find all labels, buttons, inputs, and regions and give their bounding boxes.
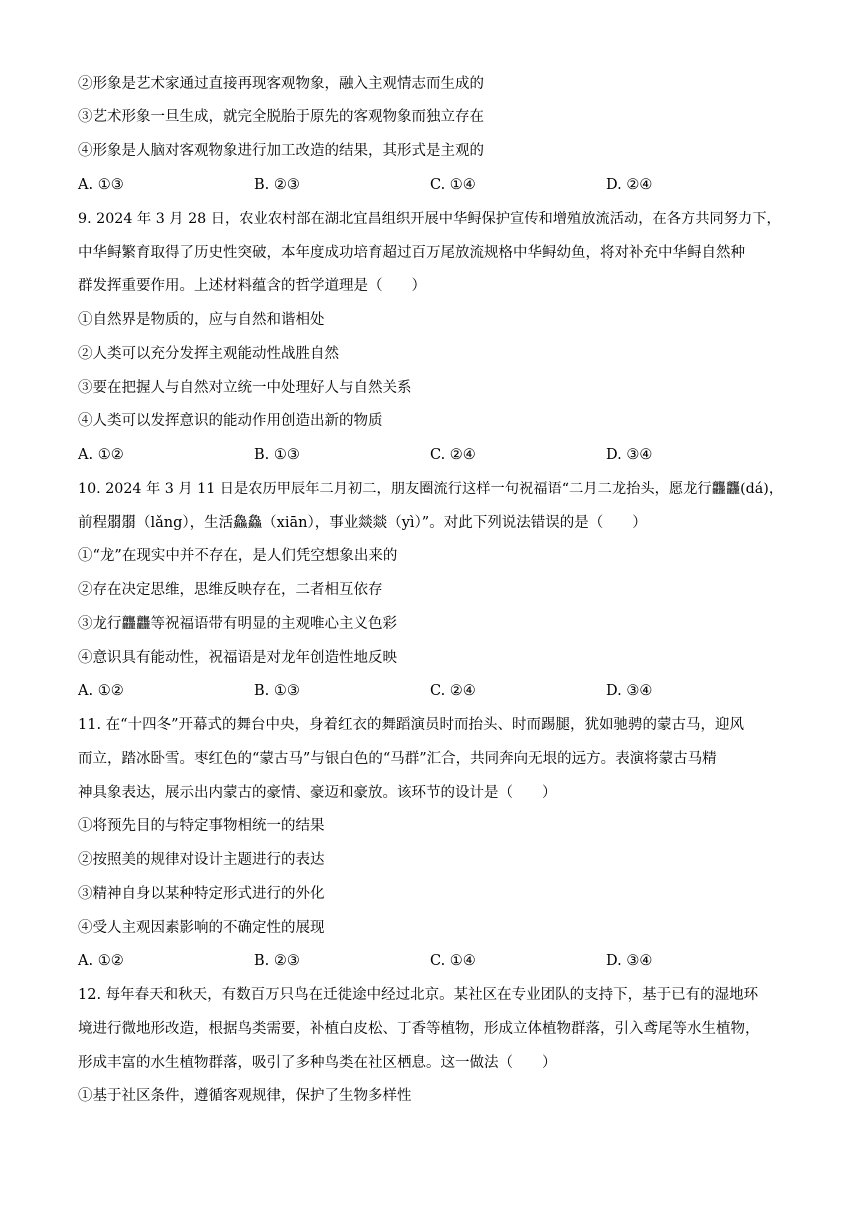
q10-option-a: A. ①② <box>78 683 124 699</box>
q11-item-1: ①将预先目的与特定事物相统一的结果 <box>78 818 325 834</box>
q11-stem-line-1: 11. 在“十四冬”开幕式的舞台中央，身着红衣的舞蹈演员时而抬头、时而踢腿，犹如驰骋的蒙古马，迎风 <box>78 717 744 733</box>
q9-stem-line-3: 群发挥重要作用。上述材料蕴含的哲学道理是（ ） <box>78 278 426 294</box>
q12-item-1: ①基于社区条件，遵循客观规律，保护了生物多样性 <box>78 1088 412 1104</box>
q10-item-4: ④意识具有能动性，祝福语是对龙年创造性地反映 <box>78 650 397 666</box>
q11-item-3: ③精神自身以某种特定形式进行的外化 <box>78 886 325 902</box>
q11-option-c: C. ①④ <box>430 953 476 969</box>
q12-stem-line-3: 形成丰富的水生植物群落，吸引了多种鸟类在社区栖息。这一做法（ ） <box>78 1055 557 1071</box>
q10-stem-line-2: 前程朤朤（lǎng），生活鱻鱻（xiān），事业燚燚（yì）”。对此下列说法错误的是（ ） <box>78 515 647 531</box>
q11-stem-line-3: 神具象表达，展示出内蒙古的豪情、豪迈和豪放。该环节的设计是（ ） <box>78 785 557 801</box>
q9-item-1: ①自然界是物质的，应与自然和谐相处 <box>78 312 325 328</box>
q10-item-1: ①“龙”在现实中并不存在，是人们凭空想象出来的 <box>78 548 398 564</box>
q10-option-c: C. ②④ <box>430 683 476 699</box>
q11-option-a: A. ①② <box>78 953 124 969</box>
q11-stem-line-2: 而立，踏冰卧雪。枣红色的“蒙古马”与银白色的“马群”汇合，共同奔向无垠的远方。表演将蒙古马精 <box>78 751 717 767</box>
q11-item-4: ④受人主观因素影响的不确定性的展现 <box>78 920 325 936</box>
intro-option-d: D. ②④ <box>606 177 653 193</box>
intro-option-c: C. ①④ <box>430 177 476 193</box>
q12-stem-line-2: 境进行微地形改造，根据鸟类需要，补植白皮松、丁香等植物，形成立体植物群落，引入鸢尾等水生植物， <box>78 1021 760 1037</box>
q9-option-a: A. ①② <box>78 447 124 463</box>
q10-option-b: B. ①③ <box>254 683 300 699</box>
intro-option-b: B. ②③ <box>254 177 300 193</box>
q9-option-c: C. ②④ <box>430 447 476 463</box>
q11-item-2: ②按照美的规律对设计主题进行的表达 <box>78 852 325 868</box>
intro-item-2: ②形象是艺术家通过直接再现客观物象，融入主观情志而生成的 <box>78 76 484 92</box>
q10-option-d: D. ③④ <box>606 683 653 699</box>
q9-item-4: ④人类可以发挥意识的能动作用创造出新的物质 <box>78 413 383 429</box>
q9-option-d: D. ③④ <box>606 447 653 463</box>
q11-option-d: D. ③④ <box>606 953 653 969</box>
q9-stem-line-1: 9. 2024 年 3 月 28 日，农业农村部在湖北宜昌组织开展中华鲟保护宣传和增殖放流活动，在各方共同努力下， <box>78 211 781 227</box>
q9-stem-line-2: 中华鲟繁育取得了历史性突破，本年度成功培育超过百万尾放流规格中华鲟幼鱼，将对补充中华鲟自然种 <box>78 245 745 261</box>
intro-item-3: ③艺术形象一旦生成，就完全脱胎于原先的客观物象而独立存在 <box>78 109 484 125</box>
q11-option-b: B. ②③ <box>254 953 300 969</box>
q10-item-3: ③龙行龘龘等祝福语带有明显的主观唯心主义色彩 <box>78 616 397 632</box>
q12-stem-line-1: 12. 每年春天和秋天，有数百万只鸟在迁徙途中经过北京。某社区在专业团队的支持下，基于已有的湿地环 <box>78 987 759 1003</box>
q10-item-2: ②存在决定思维，思维反映存在，二者相互依存 <box>78 582 383 598</box>
q10-stem-line-1: 10. 2024 年 3 月 11 日是农历甲辰年二月初二，朋友圈流行这样一句祝福语“二月二龙抬头，愿龙行龘龘(dá)， <box>78 481 784 497</box>
q9-item-3: ③要在把握人与自然对立统一中处理好人与自然关系 <box>78 380 412 396</box>
q9-item-2: ②人类可以充分发挥主观能动性战胜自然 <box>78 346 339 362</box>
intro-item-4: ④形象是人脑对客观物象进行加工改造的结果，其形式是主观的 <box>78 143 484 159</box>
q9-option-b: B. ①③ <box>254 447 300 463</box>
intro-option-a: A. ①③ <box>78 177 124 193</box>
